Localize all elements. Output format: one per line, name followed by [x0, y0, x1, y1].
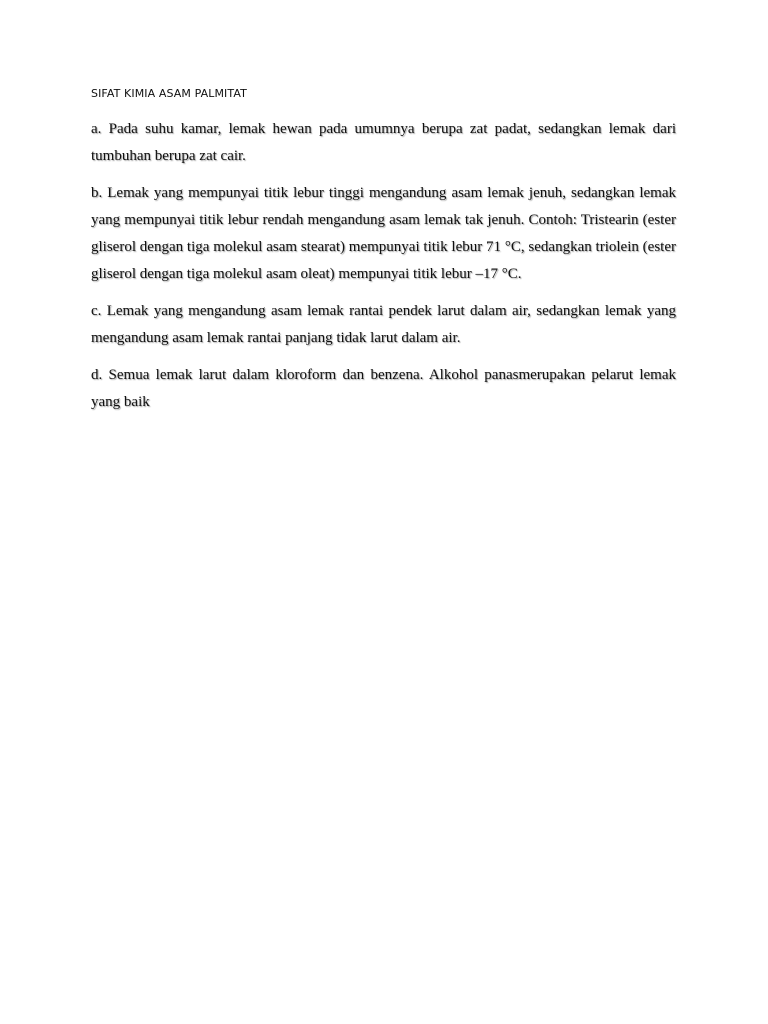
paragraph-d: d. Semua lemak larut dalam kloroform dan benzena. Alkohol panasmerupakan pelarut lemak yang baik — [91, 367, 676, 410]
paragraph-c: c. Lemak yang mengandung asam lemak rantai pendek larut dalam air, sedangkan lemak yang mengandung asam lemak rantai panjang tidak larut dalam air. — [91, 303, 676, 346]
paragraph-b: b. Lemak yang mempunyai titik lebur tinggi mengandung asam lemak jenuh, sedangkan lemak yang mempunyai titik lebur rendah mengandung asam lemak tak jenuh. Contoh: Tristearin (ester gliserol dengan tiga molekul asam stearat) mempunyai titik lebur 71 °C, sedangkan triolein (ester gliserol dengan tiga molekul asam oleat) mempunyai titik lebur –17 °C. — [91, 185, 676, 282]
document-heading: SIFAT KIMIA ASAM PALMITAT — [91, 87, 247, 100]
document-body — [91, 116, 676, 426]
paragraph-a: a. Pada suhu kamar, lemak hewan pada umumnya berupa zat padat, sedangkan lemak dari tumbuhan berupa zat cair. — [91, 121, 676, 164]
